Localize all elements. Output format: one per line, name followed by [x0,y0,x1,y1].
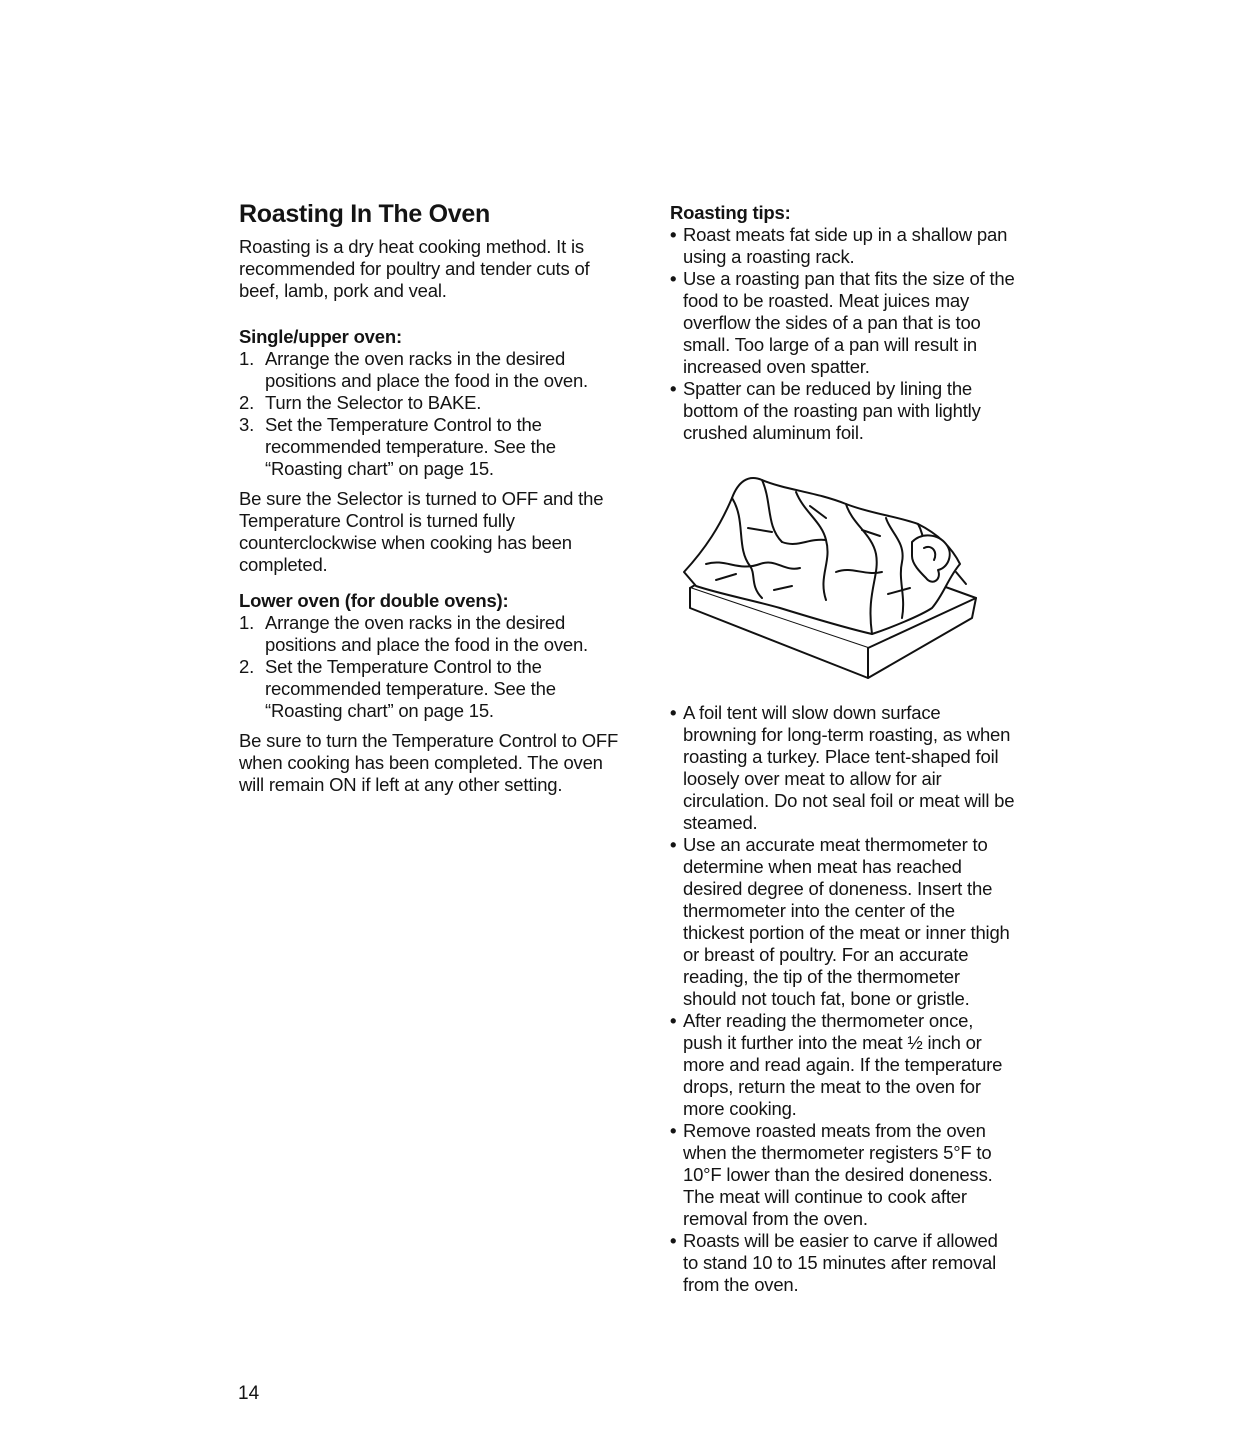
step-number: 2. [239,656,255,677]
list-item: • Remove roasted meats from the oven when the thermometer registers 5°F to 10°F lower than the desired doneness. The meat will continue to cook after removal from the oven. [670,1120,1015,1230]
list-item: • Spatter can be reduced by lining the bottom of the roasting pan with lightly crushed aluminum foil. [670,378,1015,444]
list-item [239,348,619,392]
list-item: • Use an accurate meat thermometer to determine when meat has reached desired degree of doneness. Insert the thermometer into the center of the thickest portion of the meat or inner thigh or breast of poultry. For an accurate reading, the tip of the thermometer should not touch fat, bone or gristle. [670,834,1015,1010]
right-column-bottom [670,702,1015,1296]
page-title: Roasting In The Oven [239,200,490,228]
list-item [239,656,619,722]
left-column [239,200,619,796]
step-text: Turn the Selector to BAKE. [265,392,482,413]
foil-tent-roasting-pan-illustration [676,468,990,682]
step-number: 3. [239,414,255,435]
step-text: Set the Temperature Control to the recommended temperature. See the “Roasting chart” on page 15. [265,414,556,479]
step-number: 2. [239,392,255,413]
lower-oven-heading: Lower oven (for double ovens): [239,590,509,611]
lower-oven-note: Be sure to turn the Temperature Control to OFF when cooking has been completed. The oven will remain ON if left at any other setting. [239,730,619,795]
step-text: Arrange the oven racks in the desired positions and place the food in the oven. [265,612,588,655]
list-item [239,612,619,656]
step-number: 1. [239,612,255,633]
single-upper-heading: Single/upper oven: [239,326,402,347]
step-text: Set the Temperature Control to the recommended temperature. See the “Roasting chart” on page 15. [265,656,556,721]
step-text: Arrange the oven racks in the desired positions and place the food in the oven. [265,348,588,391]
list-item: • A foil tent will slow down surface browning for long-term roasting, as when roasting a turkey. Place tent-shaped foil loosely over meat to allow for air circulation. Do not seal foil or meat will be steamed. [670,702,1015,834]
lower-oven-steps [239,612,619,722]
list-item: • Roast meats fat side up in a shallow pan using a roasting rack. [670,224,1015,268]
list-item [239,392,619,414]
list-item: • After reading the thermometer once, push it further into the meat ½ inch or more and read again. If the temperature drops, return the meat to the oven for more cooking. [670,1010,1015,1120]
list-item [239,414,619,480]
single-upper-note: Be sure the Selector is turned to OFF and the Temperature Control is turned fully counterclockwise when cooking has been completed. [239,488,604,575]
roasting-tips-list [670,224,1015,444]
right-column-top [670,202,1015,444]
roasting-tips-list-continued [670,702,1015,1296]
roasting-tips-heading: Roasting tips: [670,202,791,223]
single-upper-steps [239,348,619,480]
intro-paragraph: Roasting is a dry heat cooking method. It is recommended for poultry and tender cuts of beef, lamb, pork and veal. [239,236,590,301]
list-item: • Use a roasting pan that fits the size of the food to be roasted. Meat juices may overflow the sides of a pan that is too small. Too large of a pan will result in increased oven spatter. [670,268,1015,378]
list-item: • Roasts will be easier to carve if allowed to stand 10 to 15 minutes after removal from the oven. [670,1230,1015,1296]
step-number: 1. [239,348,255,369]
page-number: 14 [238,1383,260,1404]
